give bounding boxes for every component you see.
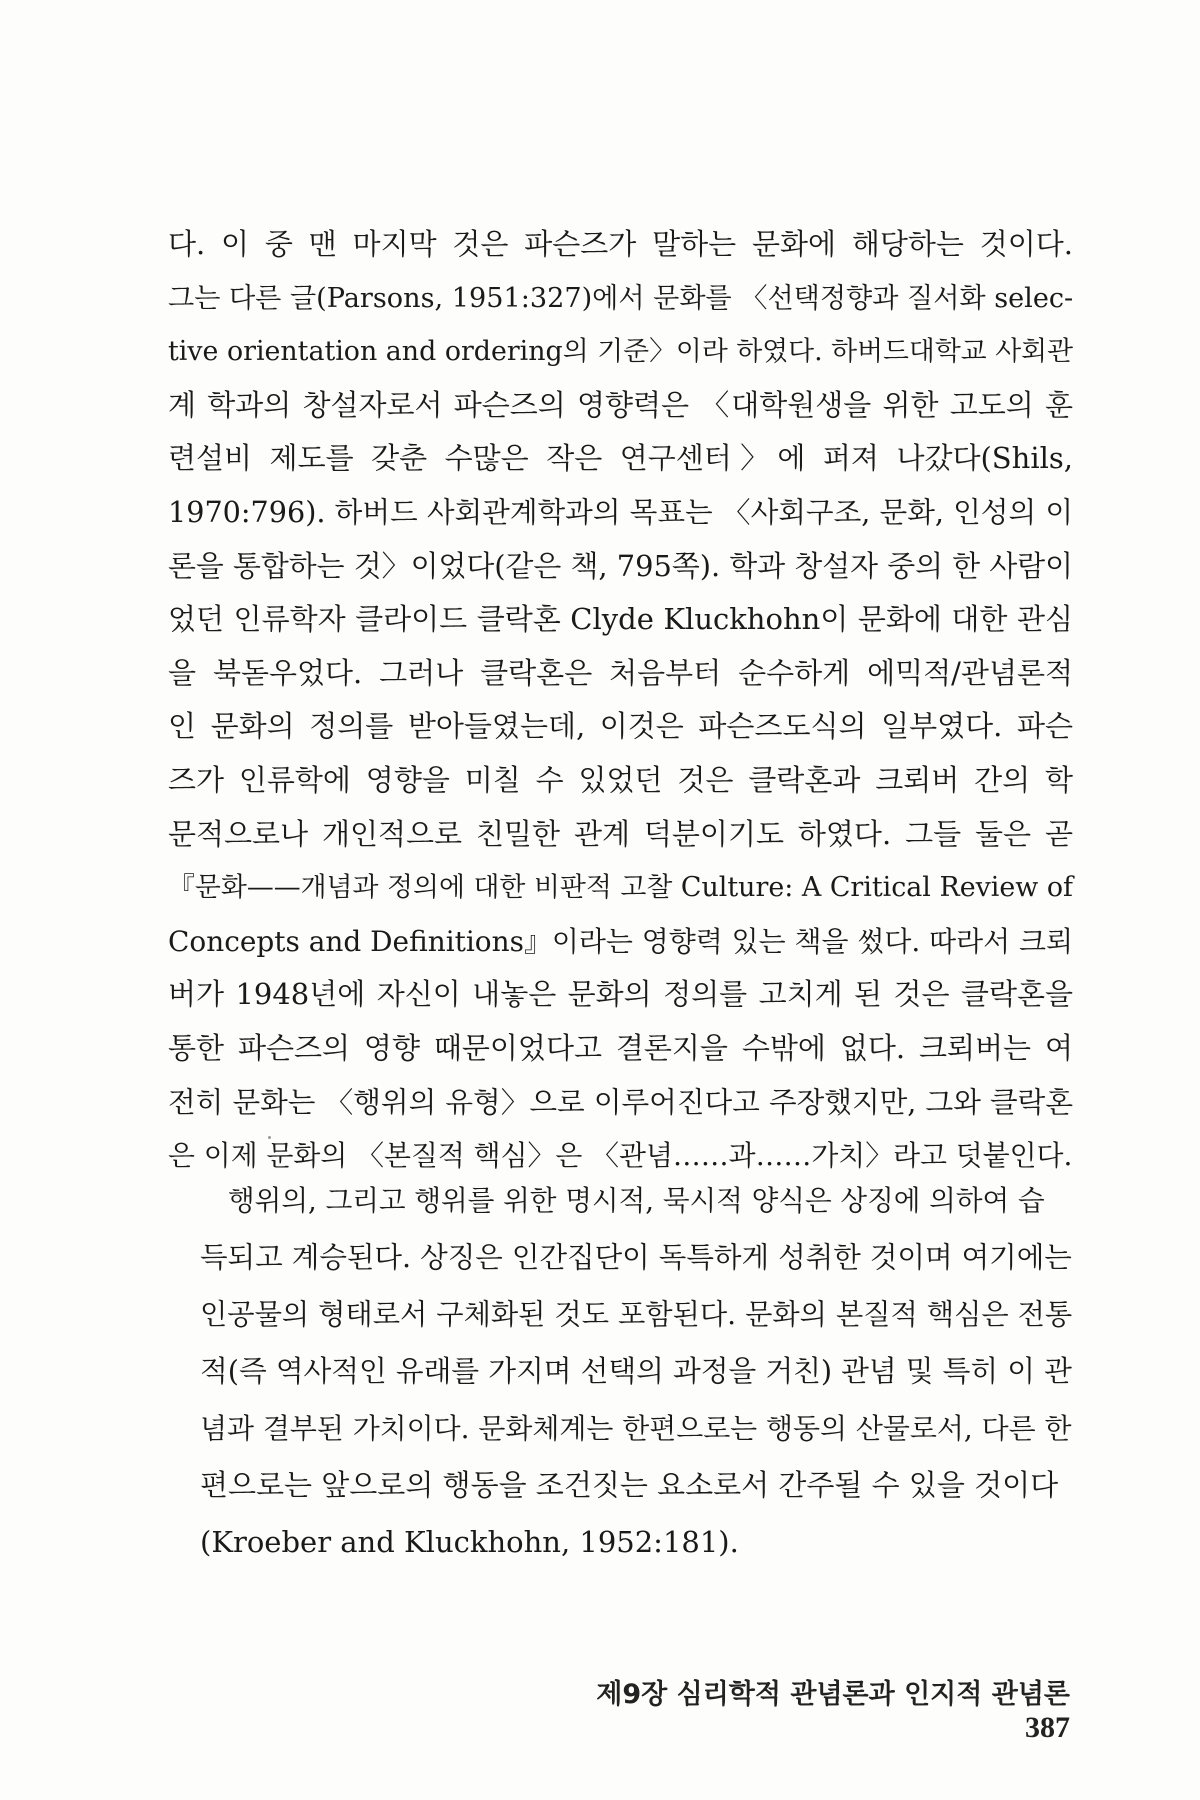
body-paragraph [168, 218, 1073, 1183]
text-line: 다. 이 중 맨 마지막 것은 파슨즈가 말하는 문화에 해당하는 것이다. [168, 227, 1073, 261]
quote-citation: (Kroeber and Kluckhohn, 1952:181). [200, 1525, 739, 1559]
text-line: tive orientation and ordering의 기준〉이라 하였다. 하버드대학교 사회관 [168, 336, 1073, 368]
quote-line: 인공물의 형태로서 구체화된 것도 포함된다. 문화의 본질적 핵심은 전통 [200, 1298, 1073, 1331]
text-line: 그는 다른 글(Parsons, 1951:327)에서 문화를 〈선택정향과 질서화 selec- [168, 282, 1074, 314]
page-number: 387 [1025, 1711, 1070, 1744]
text-line: 즈가 인류학에 영향을 미칠 수 있었던 것은 클락혼과 크뢰버 간의 학 [168, 762, 1073, 797]
text-line: 1970:796). 하버드 사회관계학과의 목표는 〈사회구조, 문화, 인성의 이 [168, 494, 1073, 529]
text-line: 론을 통합하는 것〉이었다(같은 책, 795쪽). 학과 창설자 중의 한 사람이 [168, 548, 1073, 583]
text-line: 전히 문화는 〈행위의 유형〉으로 이루어진다고 주장했지만, 그와 클락혼 [168, 1084, 1073, 1119]
text-line: 었던 인류학자 클라이드 클락혼 Clyde Kluckhohn이 문화에 대한 관심 [168, 602, 1073, 637]
quote-line: 편으로는 앞으로의 행동을 조건짓는 요소로서 간주될 수 있을 것이다 [200, 1468, 1059, 1502]
quote-line: 행위의, 그리고 행위를 위한 명시적, 묵시적 양식은 상징에 의하여 습 [228, 1184, 1045, 1217]
text-line: 인 문화의 정의를 받아들였는데, 이것은 파슨즈도식의 일부였다. 파슨 [168, 709, 1073, 744]
running-footer [548, 1672, 1070, 1745]
print-speck [268, 1136, 271, 1139]
block-quote [200, 1172, 1072, 1571]
text-line: 통한 파슨즈의 영향 때문이었다고 결론지을 수밖에 없다. 크뢰버는 여 [168, 1030, 1073, 1065]
text-line: 련설비 제도를 갖춘 수많은 작은 연구센터〉에 퍼져 나갔다(Shils, [168, 441, 1073, 476]
text-line: 버가 1948년에 자신이 내놓은 문화의 정의를 고치게 된 것은 클락혼을 [168, 977, 1073, 1012]
quote-line: 적(즉 역사적인 유래를 가지며 선택의 과정을 거친) 관념 및 특히 이 관 [200, 1354, 1072, 1388]
text-line: 은 이제 문화의 〈본질적 핵심〉은 〈관념……과……가치〉라고 덧붙인다. [168, 1139, 1073, 1173]
text-line: Concepts and Definitions』이라는 영향력 있는 책을 썼다. 따라서 크뢰 [168, 924, 1073, 958]
quote-line: 념과 결부된 가치이다. 문화체계는 한편으로는 행동의 산물로서, 다른 한 [200, 1412, 1072, 1445]
quote-line: 득되고 계승된다. 상징은 인간집단이 독특하게 성취한 것이며 여기에는 [200, 1241, 1072, 1274]
text-line: 을 북돋우었다. 그러나 클락혼은 처음부터 순수하게 에믹적/관념론적 [168, 655, 1073, 690]
text-line: 문적으로나 개인적으로 친밀한 관계 덕분이기도 하였다. 그들 둘은 곧 [168, 816, 1073, 851]
chapter-title: 제9장 심리학적 관념론과 인지적 관념론 [596, 1679, 1070, 1710]
text-line: 계 학과의 창설자로서 파슨즈의 영향력은 〈대학원생을 위한 고도의 훈 [168, 387, 1073, 422]
text-line: 『문화——개념과 정의에 대한 비판적 고찰 Culture: A Critical Review of [168, 872, 1073, 904]
